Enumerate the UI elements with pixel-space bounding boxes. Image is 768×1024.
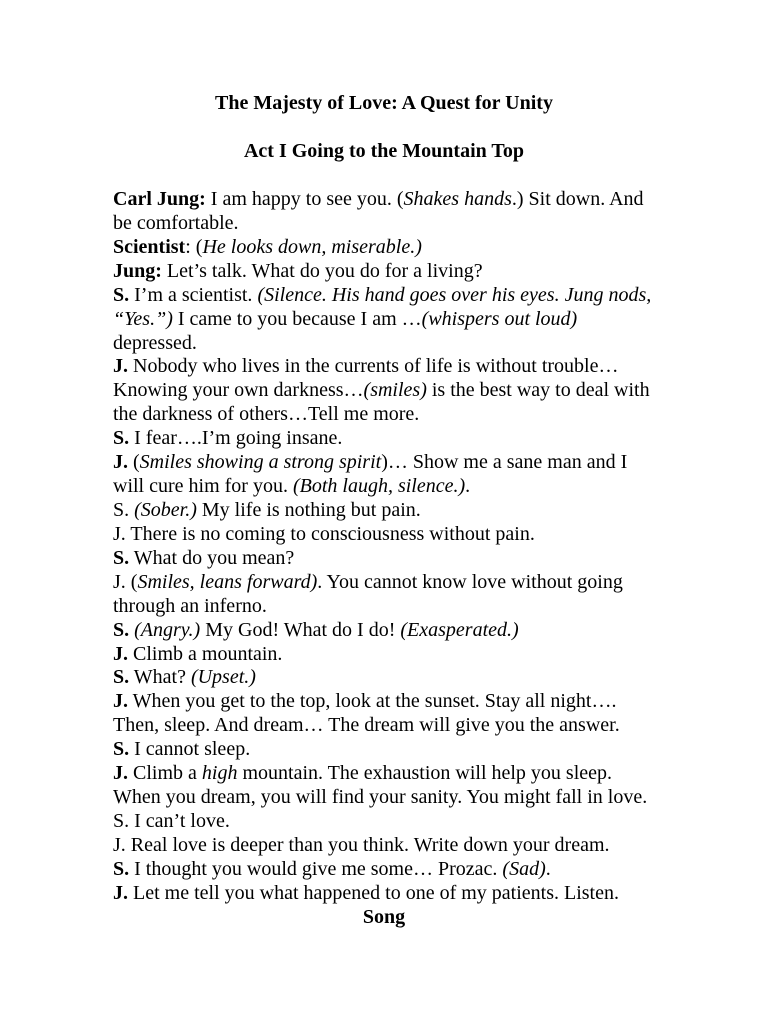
script-content — [113, 92, 655, 929]
speaker-label: S. — [113, 427, 130, 450]
speech — [113, 643, 655, 667]
dialogue-text: be comfortable. — [113, 211, 239, 234]
script-line — [113, 762, 655, 786]
script-line — [113, 666, 655, 690]
dialogue-text: Let me tell you what happened to one of my patients. Listen. — [128, 881, 619, 904]
speech — [113, 619, 655, 643]
script-line — [113, 690, 655, 714]
italic-text: (whispers out loud) — [421, 307, 578, 330]
dialogue-text: Knowing your own darkness… — [113, 379, 364, 402]
script-line — [113, 499, 655, 523]
play-title: The Majesty of Love: A Quest for Unity — [215, 92, 553, 115]
speech — [113, 499, 655, 523]
dialogue-text: is the best way to deal with — [426, 379, 650, 402]
dialogue-text: depressed. — [113, 331, 197, 354]
dialogue-text: through an inferno. — [113, 594, 267, 617]
speaker-label: J. — [113, 355, 128, 378]
script-line — [113, 714, 655, 738]
dialogue-text: : ( — [185, 235, 203, 258]
script-line — [113, 332, 655, 356]
script-line — [113, 786, 655, 810]
italic-text: high — [201, 762, 238, 785]
dialogue-text: I cannot sleep. — [129, 738, 251, 761]
speaker-label: S. — [113, 498, 130, 521]
speaker-label: S. — [113, 738, 130, 761]
script-line — [113, 547, 655, 571]
speaker-label: S. — [113, 283, 130, 306]
speech — [113, 547, 655, 571]
dialogue-text: Let’s talk. What do you do for a living? — [161, 259, 483, 282]
dialogue-text: There is no coming to consciousness without pain. — [125, 522, 535, 545]
speech — [113, 738, 655, 762]
speaker-label: J. — [113, 451, 128, 474]
script-line — [113, 236, 655, 260]
dialogue-text: the darkness of others…Tell me more. — [113, 403, 420, 426]
script-line — [113, 523, 655, 547]
italic-text: (Exasperated.) — [400, 618, 519, 641]
speech — [113, 571, 655, 619]
speaker-label: S. — [113, 618, 130, 641]
dialogue-text: I can’t love. — [129, 809, 230, 832]
italic-text: (Both laugh, silence.) — [292, 475, 466, 498]
speaker-label: S. — [113, 666, 130, 689]
speech — [113, 762, 655, 810]
speaker-label: J. — [113, 881, 128, 904]
speaker-label: J. — [113, 690, 128, 713]
script-line — [113, 188, 655, 212]
speech — [113, 284, 655, 356]
dialogue-text: ( — [125, 570, 138, 593]
speaker-label: S. — [113, 809, 130, 832]
speech — [113, 690, 655, 738]
dialogue — [113, 188, 655, 906]
dialogue-text: . — [545, 857, 551, 880]
dialogue-text: .) Sit down. And — [511, 187, 644, 210]
speaker-label: J. — [113, 570, 126, 593]
dialogue-text: I am happy to see you. ( — [205, 187, 404, 210]
script-line — [113, 427, 655, 451]
speech — [113, 355, 655, 427]
dialogue-text: My life is nothing but pain. — [196, 498, 421, 521]
dialogue-text: ( — [128, 451, 140, 474]
speech — [113, 188, 655, 236]
speaker-label: J. — [113, 642, 128, 665]
speaker-label: Jung: — [113, 259, 162, 282]
dialogue-text: I fear….I’m going insane. — [129, 427, 343, 450]
italic-text: Smiles, leans forward) — [137, 570, 318, 593]
speaker-label: Scientist — [113, 235, 186, 258]
script-line — [113, 571, 655, 595]
script-line — [113, 475, 655, 499]
script-line — [113, 212, 655, 236]
song-heading: Song — [362, 905, 406, 928]
dialogue-text: I thought you would give me some… Prozac. — [129, 857, 503, 880]
script-line — [113, 810, 655, 834]
script-line — [113, 619, 655, 643]
speech — [113, 858, 655, 882]
italic-text: (smiles) — [363, 379, 427, 402]
dialogue-text: When you dream, you will find your sanity. You might fall in love. — [113, 786, 648, 809]
script-line — [113, 858, 655, 882]
italic-text: (Sober.) — [129, 498, 197, 521]
script-line — [113, 284, 655, 308]
script-line — [113, 355, 655, 379]
dialogue-text: When you get to the top, look at the sunset. Stay all night…. — [128, 690, 617, 713]
script-line — [113, 403, 655, 427]
script-line — [113, 643, 655, 667]
script-line — [113, 595, 655, 619]
italic-text: “Yes.”) — [113, 307, 173, 330]
speech — [113, 834, 655, 858]
italic-text: (Upset.) — [190, 666, 256, 689]
speaker-label: Carl Jung: — [113, 187, 206, 210]
italic-text: (Sad) — [502, 857, 546, 880]
speaker-label: J. — [113, 833, 126, 856]
script-line — [113, 882, 655, 906]
dialogue-text: Climb a mountain. — [128, 642, 283, 665]
act-heading: Act I Going to the Mountain Top — [243, 140, 525, 163]
dialogue-text: Then, sleep. And dream… The dream will give you the answer. — [113, 714, 620, 737]
dialogue-text: . You cannot know love without going — [317, 570, 623, 593]
script-line — [113, 738, 655, 762]
speaker-label: S. — [113, 857, 130, 880]
dialogue-text: Climb a — [128, 762, 202, 785]
italic-text: (Silence. His hand goes over his eyes. Jung nods, — [257, 283, 652, 306]
script-line — [113, 379, 655, 403]
speech — [113, 666, 655, 690]
dialogue-text: Real love is deeper than you think. Write down your dream. — [125, 833, 610, 856]
script-line — [113, 260, 655, 284]
speaker-label: S. — [113, 546, 130, 569]
italic-text: (Angry.) — [129, 618, 201, 641]
italic-text: Shakes hands — [403, 187, 512, 210]
speech — [113, 427, 655, 451]
script-line — [113, 834, 655, 858]
dialogue-text: mountain. The exhaustion will help you sleep. — [237, 762, 613, 785]
dialogue-text: will cure him for you. — [113, 475, 293, 498]
speech — [113, 810, 655, 834]
speaker-label: J. — [113, 522, 126, 545]
dialogue-text: What? — [129, 666, 191, 689]
italic-text: Smiles showing a strong spirit — [139, 451, 382, 474]
dialogue-text: )… Show me a sane man and I — [381, 451, 628, 474]
script-line — [113, 308, 655, 332]
dialogue-text: I’m a scientist. — [129, 283, 258, 306]
dialogue-text: What do you mean? — [129, 546, 295, 569]
dialogue-text: My God! What do I do! — [200, 618, 401, 641]
italic-text: He looks down, miserable.) — [202, 235, 422, 258]
speech — [113, 523, 655, 547]
dialogue-text: I came to you because I am … — [172, 307, 422, 330]
speech — [113, 451, 655, 499]
script-line — [113, 451, 655, 475]
dialogue-text: Nobody who lives in the currents of life is without trouble… — [128, 355, 619, 378]
speech — [113, 260, 655, 284]
speech — [113, 236, 655, 260]
speaker-label: J. — [113, 762, 128, 785]
dialogue-text: . — [465, 475, 471, 498]
speech — [113, 882, 655, 906]
